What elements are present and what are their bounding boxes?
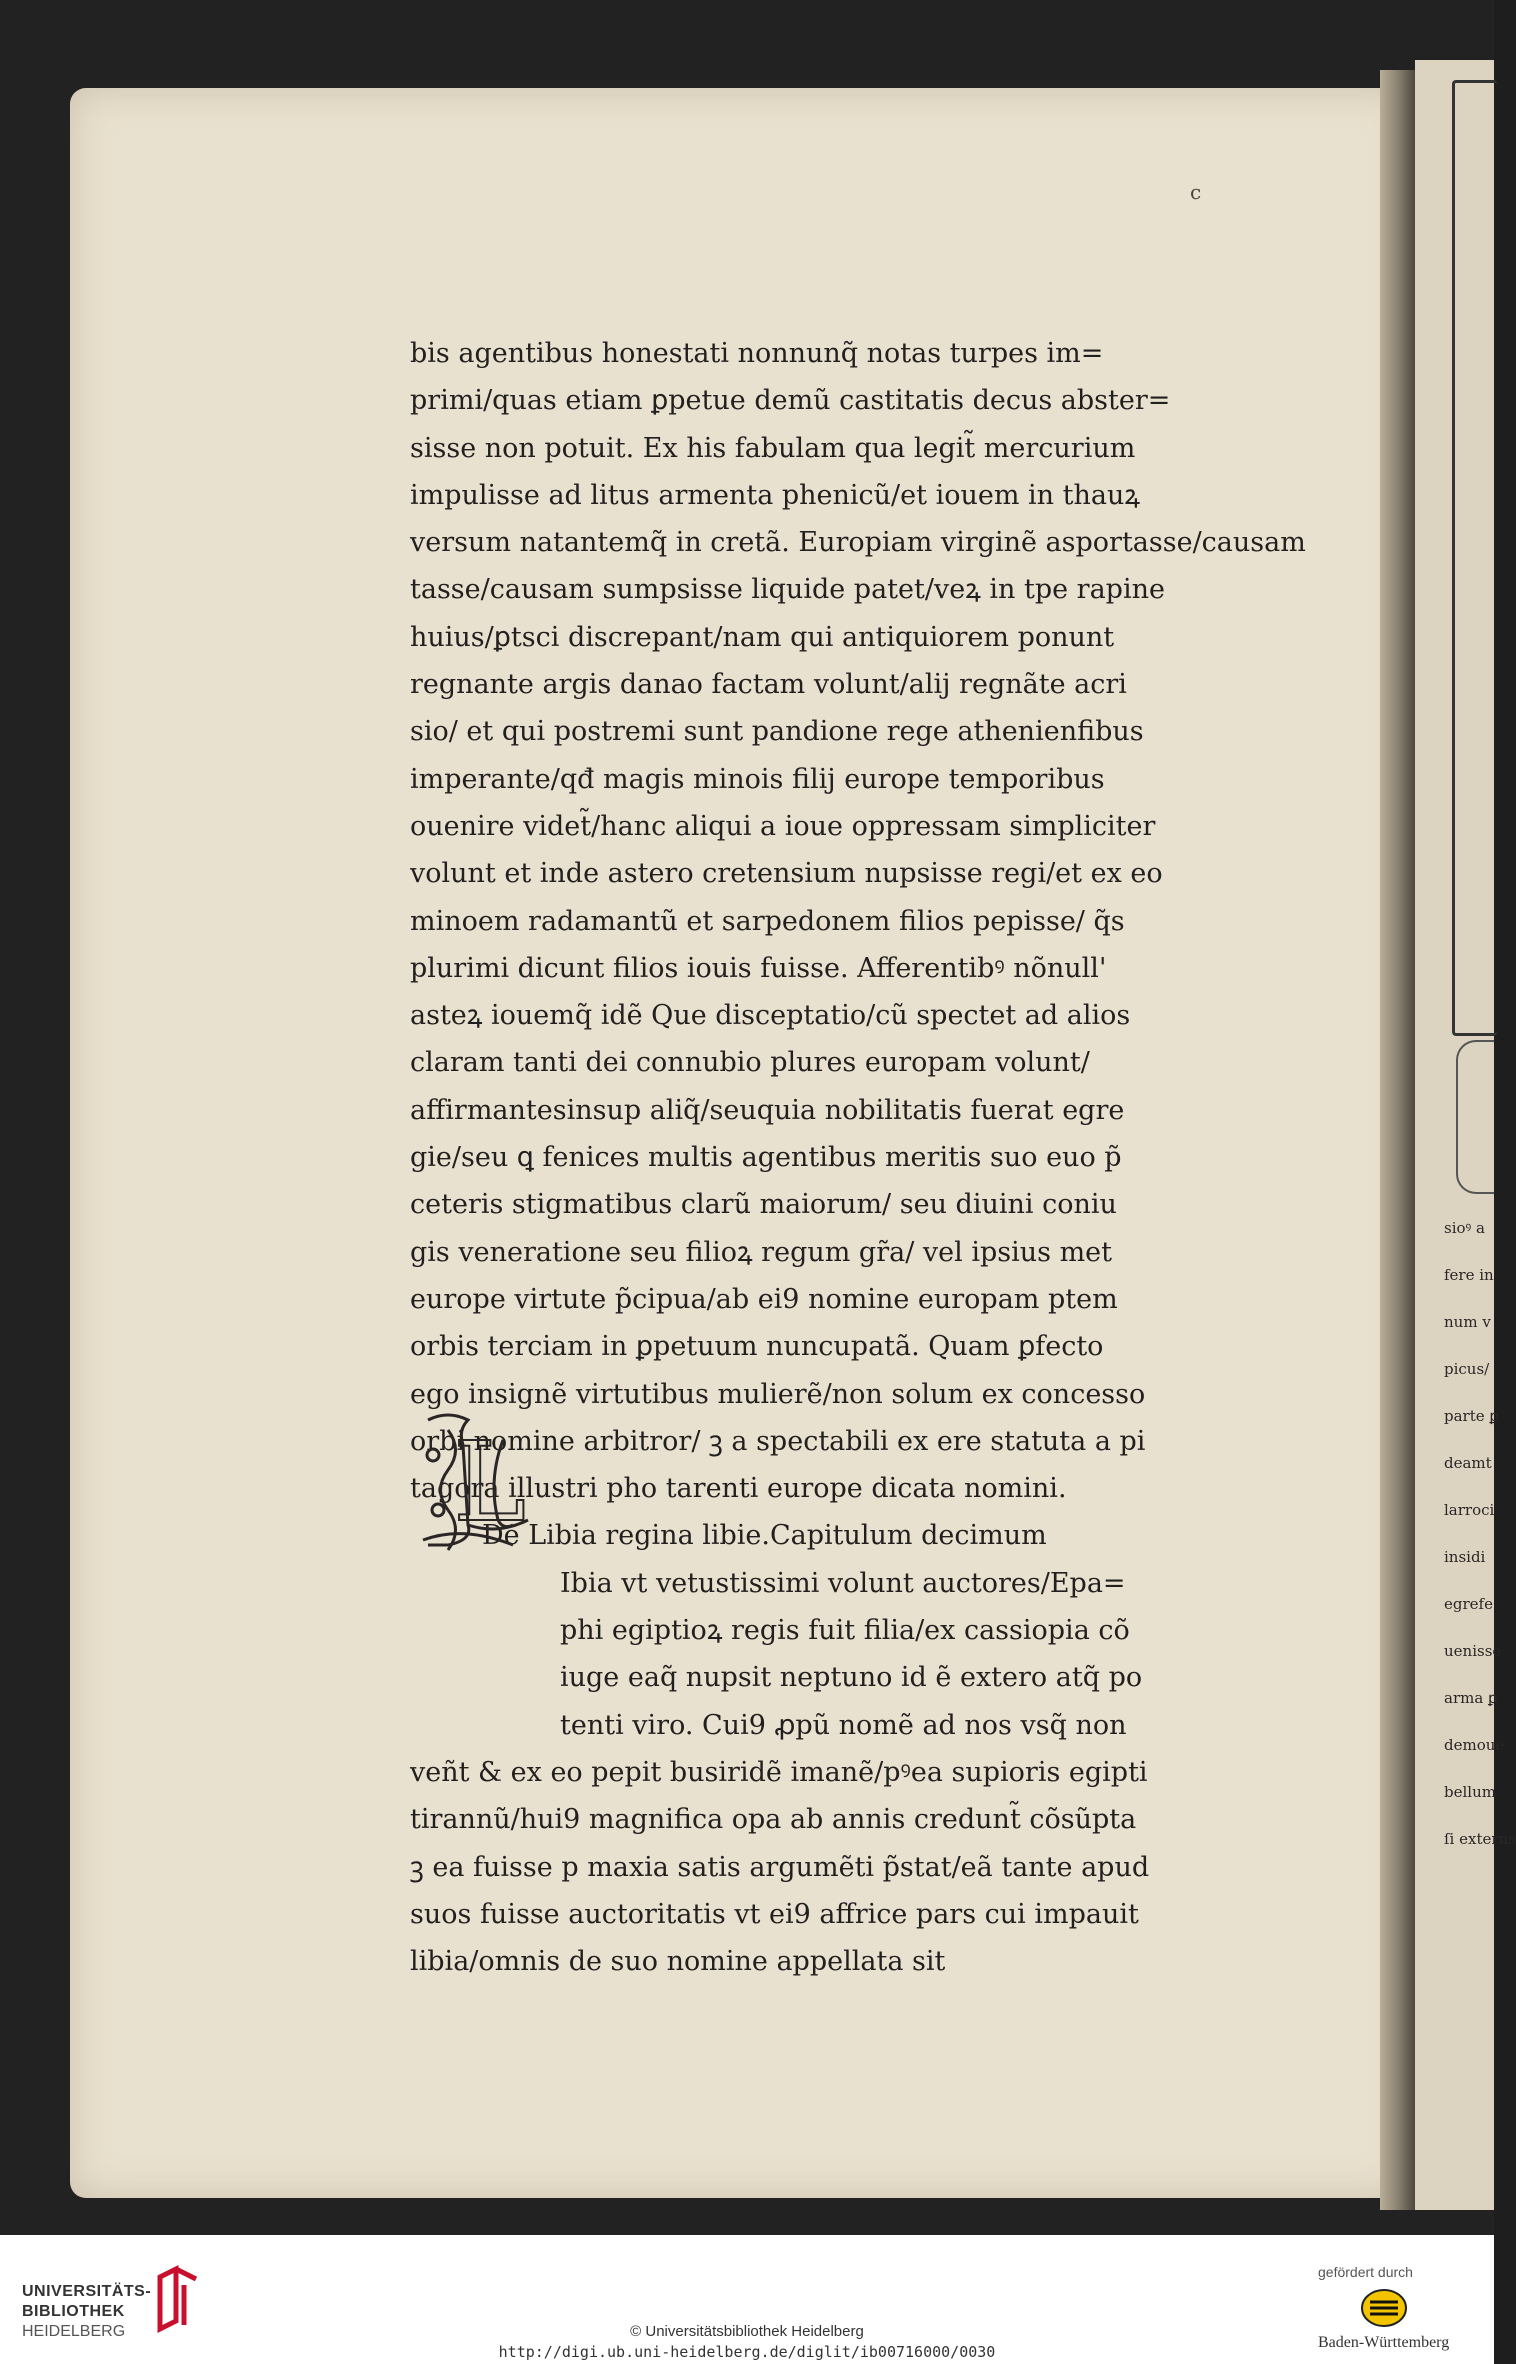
text-line: tagora illustri pho tarenti europe dicata nomini. — [410, 1473, 1067, 1505]
facing-woodcut-figure — [1456, 1040, 1494, 1194]
text-line: phi egiptioꝝ regis fuit filia/ex cassiopia cõ — [560, 1615, 1130, 1647]
text-line: iuge eaq̃ nupsit neptuno id ẽ extero atq̃ po — [560, 1662, 1143, 1694]
text-line: minoem radamantũ et sarpedonem filios pepisse/ q̃s — [410, 905, 1125, 937]
text-line: ego insignẽ virtutibus mulierẽ/non solum ex concesso — [410, 1378, 1146, 1410]
facing-text-fragment: fere in — [1444, 1266, 1494, 1284]
text-line: volunt et inde astero cretensium nupsisse regi/et ex eo — [410, 858, 1163, 890]
text-line: orbis terciam in ꝑpetuum nuncupatã. Quam ꝑfecto — [410, 1331, 1104, 1363]
facing-text-fragment: bellum — [1444, 1783, 1496, 1801]
viewer-footer — [0, 2235, 1494, 2364]
text-line: europe virtute p̃cipua/ab ei9 nomine europam ptem — [410, 1283, 1118, 1315]
facing-page-text — [1444, 1205, 1516, 1863]
text-line: Ibia vt vetustissimi volunt auctores/Epa= — [560, 1567, 1126, 1599]
library-name-line3: HEIDELBERG — [22, 2323, 126, 2340]
text-line: sio/ et qui postremi sunt pandione rege athenienfibus — [410, 716, 1144, 748]
decorated-initial-l — [408, 1400, 548, 1560]
text-line: veñt & ex eo pepit busiridẽ imanẽ/pꝰea supioris egipti — [410, 1756, 1148, 1788]
text-line: suos fuisse auctoritatis vt ei9 affrice pars cui impauit — [410, 1898, 1139, 1930]
facing-text-fragment: uenisse — [1444, 1642, 1502, 1660]
text-line: tirannũ/hui9 magnifica opa ab annis credunt̃ cõsũpta — [410, 1804, 1137, 1836]
facing-text-fragment: deamt — [1444, 1454, 1492, 1472]
facing-text-fragment: parte ꝑ — [1444, 1407, 1499, 1425]
text-line: huius/ꝑtsci discrepant/nam qui antiquiorem ponunt — [410, 621, 1115, 653]
text-line: ouenire videt̃/hanc aliqui a ioue oppressam simpliciter — [410, 810, 1156, 842]
text-line: claram tanti dei connubio plures europam volunt/ — [410, 1047, 1090, 1079]
text-line: tasse/causam sumpsisse liquide patet/veꝝ in tpe rapine — [410, 574, 1165, 606]
book-spine — [1380, 70, 1420, 2210]
text-line: sisse non potuit. Ex his fabulam qua legit̃ mercurium — [410, 432, 1136, 464]
state-emblem-icon — [1360, 2288, 1408, 2328]
facing-text-fragment: demoue — [1444, 1736, 1505, 1754]
text-line: ꝫ ea fuisse p maxia satis argumẽti p̃stat/eã tante apud — [410, 1851, 1150, 1883]
text-line: gie/seu ꝗ fenices multis agentibus meritis suo euo p̃ — [410, 1142, 1122, 1174]
library-name-line2: BIBLIOTHEK — [22, 2303, 125, 2320]
text-line: libia/omnis de suo nomine appellata sit — [410, 1946, 946, 1978]
page-body-text — [410, 330, 1306, 1985]
copyright-notice: © Universitätsbibliothek Heidelberg — [630, 2323, 864, 2340]
permalink-url[interactable]: http://digi.ub.uni-heidelberg.de/diglit/ib00716000/0030 — [498, 2343, 996, 2361]
facing-text-fragment: egrefe — [1444, 1595, 1493, 1613]
facing-text-fragment: num v — [1444, 1313, 1491, 1331]
text-line: impulisse ad litus armenta phenicũ/et iouem in thauꝝ — [410, 479, 1140, 511]
facing-text-fragment: arma ꝑ — [1444, 1689, 1498, 1707]
funded-by-label: gefördert durch — [1318, 2264, 1413, 2280]
text-line: tenti viro. Cui9 ꝓpũ nomẽ ad nos vsq̃ non — [560, 1709, 1127, 1741]
text-line: orbi nomine arbitror/ ꝫ a spectabili ex ere statuta a pi — [410, 1425, 1146, 1457]
facing-text-fragment: larroci — [1444, 1501, 1495, 1519]
text-line: bis agentibus honestati nonnunq̃ notas turpes im= — [410, 338, 1104, 369]
text-line: imperante/qđ magis minois filij europe temporibus — [410, 763, 1105, 795]
text-line: asteꝝ iouemq̃ idẽ Que disceptatio/cũ spectet ad alios — [410, 1000, 1131, 1032]
facing-text-fragment: ſi externs — [1444, 1830, 1516, 1848]
text-line: versum natantemq̃ in cretã. Europiam virginẽ asportasse/causam — [410, 527, 1306, 559]
funded-by-name: Baden-Württemberg — [1318, 2334, 1450, 2351]
page-corner-mark: c — [1190, 180, 1202, 204]
text-line: gis veneratione seu filioꝝ regum gr̃a/ vel ipsius met — [410, 1236, 1113, 1268]
text-line: affirmantesinsup aliq̃/seuquia nobilitatis fuerat egre — [410, 1094, 1125, 1126]
text-line: primi/quas etiam ꝑpetue demũ castitatis decus abster= — [410, 385, 1171, 417]
text-line: ceteris stigmatibus clarũ maiorum/ seu diuini coniu — [410, 1189, 1117, 1221]
facing-text-fragment: picus/ — [1444, 1360, 1490, 1378]
library-logo-icon — [156, 2267, 200, 2331]
facing-woodcut-frame — [1452, 80, 1497, 1036]
text-line: regnante argis danao factam volunt/alij regnãte acri — [410, 669, 1127, 701]
facing-text-fragment: sioꝰ a — [1444, 1219, 1485, 1237]
facing-text-fragment: insidi — [1444, 1548, 1486, 1566]
initial-letter: L — [453, 1418, 527, 1546]
chapter-heading: De Libia regina libie.Capitulum decimum — [482, 1520, 1047, 1552]
text-line: plurimi dicunt filios iouis fuisse. Afferentibꝰ nõnull' — [410, 952, 1107, 984]
library-name-line1: UNIVERSITÄTS- — [22, 2283, 152, 2300]
